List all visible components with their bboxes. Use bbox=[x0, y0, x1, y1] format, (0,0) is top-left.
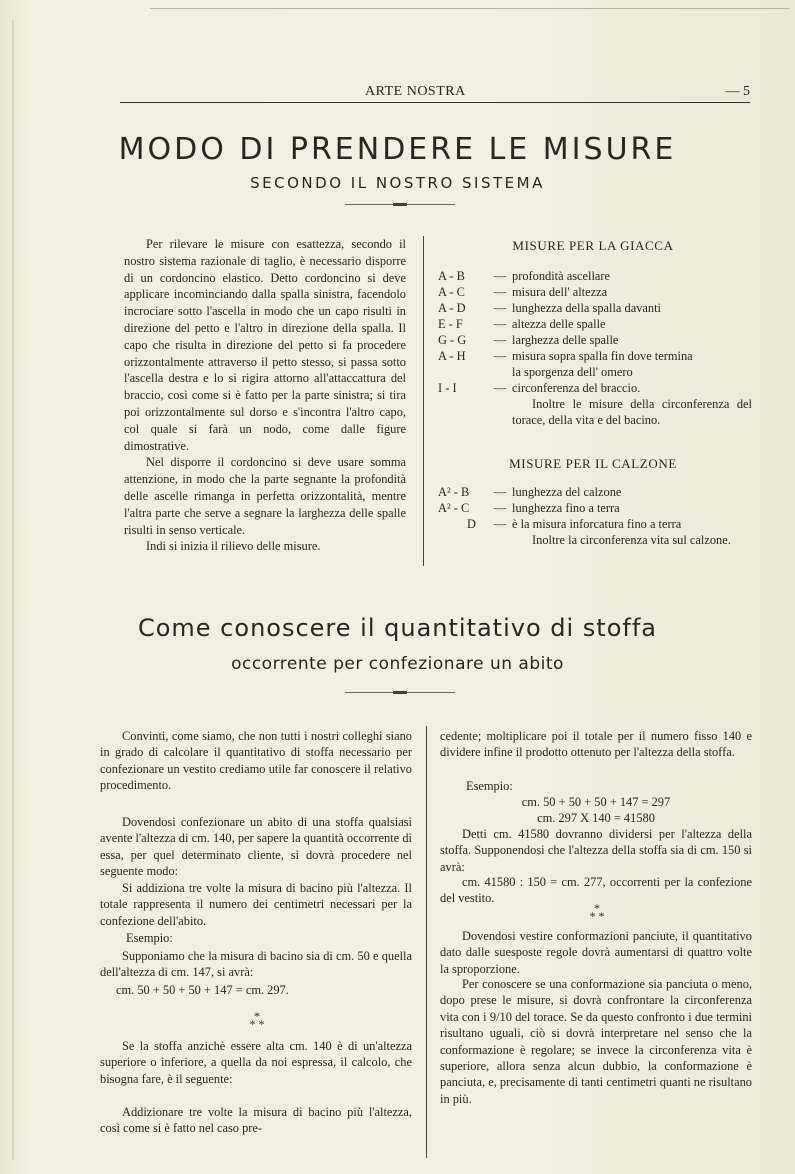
calzone-heading: MISURE PER IL CALZONE bbox=[509, 456, 677, 471]
measure-code: D bbox=[467, 517, 476, 531]
example-label: Esempio: bbox=[126, 931, 173, 945]
measure-dash: — bbox=[493, 269, 507, 283]
paragraph: Supponiamo che la misura di bacino sia di cm. 50 e quella dell'altezza di cm. 147, si avrà: bbox=[100, 949, 412, 980]
measure-instructions bbox=[124, 236, 406, 555]
asterism: * * * bbox=[589, 901, 605, 923]
left-para-1 bbox=[100, 728, 412, 794]
calzone-note: Inoltre la circonferenza vita sul calzone. bbox=[532, 533, 731, 547]
left-para-6 bbox=[100, 1104, 412, 1137]
left-para-2 bbox=[100, 814, 412, 880]
measure-dash: — bbox=[493, 301, 507, 315]
measure-desc: altezza delle spalle bbox=[512, 317, 606, 331]
paragraph: Addizionare tre volte la misura di bacino più l'altezza, così come si è fatto nel caso pre- bbox=[100, 1105, 412, 1136]
right-para-4 bbox=[440, 928, 752, 977]
measure-code: A - H bbox=[438, 349, 466, 363]
measure-code: A - D bbox=[438, 301, 466, 315]
section1-title: MODO DI PRENDERE LE MISURE bbox=[118, 132, 677, 167]
measure-code: I - I bbox=[438, 381, 457, 395]
measure-desc: larghezza delle spalle bbox=[512, 333, 619, 347]
paragraph: Dovendosi vestire conformazioni panciute, il quantitativo dato dalle suesposte regole dovrà aumentarsi di quattro volte la sproporzione. bbox=[440, 929, 752, 976]
measure-dash: — bbox=[493, 349, 507, 363]
measure-desc: lunghezza del calzone bbox=[512, 485, 622, 499]
right-para-2 bbox=[440, 826, 752, 875]
measure-code: A² - C bbox=[438, 501, 470, 515]
right-para-1: cedente; moltiplicare poi il totale per il numero fisso 140 e dividere infine il prodotto ottenuto per l'altezza della stoffa. bbox=[440, 729, 752, 760]
measure-desc: circonferenza del braccio. bbox=[512, 381, 641, 395]
section2-title: Come conoscere il quantitativo di stoffa bbox=[137, 614, 658, 642]
paragraph: Per rilevare le misure con esattezza, secondo il nostro sistema razionale di taglio, è necessario disporre di un cordoncino elastico. Detto cordoncino si deve applicare incominciando dalla spalla sinistra, facendolo incrociare sotto l'ascella in modo che un capo risulti in direzione del petto e l'altro in direzione della spalla. Il capo che risulta in direzione del petto si fa procedere orizzontalmente attraverso il petto stesso, si passa sotto l'ascella destra e lo si rigira attorno all'attaccattura del braccio, così come si è fatto per la parte sinistra; si tira poi orizzontalmente sul dorso e s'incontra l'altro capo, col quale si farà un nodo, come dalle figure dimostrative. bbox=[124, 237, 406, 453]
measure-dash: — bbox=[493, 485, 507, 499]
measure-dash: — bbox=[493, 285, 507, 299]
paragraph: Detti cm. 41580 dovranno dividersi per l'altezza della stoffa. Supponendosi che l'altezza della stoffa sia di cm. 150 si avrà: bbox=[440, 827, 752, 874]
paragraph: Indi si inizia il rilievo delle misure. bbox=[146, 539, 321, 554]
giacca-heading: MISURE PER LA GIACCA bbox=[512, 238, 674, 253]
calculation: cm. 297 X 140 = 41580 bbox=[537, 811, 655, 825]
measure-desc: profondità ascellare bbox=[512, 269, 611, 283]
page-number: — 5 bbox=[725, 84, 750, 99]
measure-dash: — bbox=[493, 317, 507, 331]
measure-desc: misura dell' altezza bbox=[512, 285, 608, 299]
running-title: ARTE NOSTRA bbox=[365, 84, 466, 99]
giacca-note: Inoltre le misure della circonferenza del torace, della vita e del bacino. bbox=[512, 397, 752, 427]
example-label: Esempio: bbox=[466, 779, 513, 793]
asterism: * * * bbox=[249, 1009, 265, 1031]
column-divider bbox=[426, 726, 427, 1158]
measure-desc: è la misura inforcatura fino a terra bbox=[512, 517, 682, 531]
measure-code: G - G bbox=[438, 333, 467, 347]
measure-desc: la sporgenza dell' omero bbox=[512, 365, 633, 379]
measure-code: E - F bbox=[438, 317, 463, 331]
paragraph: Si addiziona tre volte la misura di bacino più l'altezza. Il totale rappresenta il numero dei centimetri necessari per la confezione dell'abito. bbox=[100, 881, 412, 928]
paragraph: Convinti, come siamo, che non tutti i nostri colleghi siano in grado di calcolare il quantitativo di stoffa necessario per confezionare un vestito crediamo utile far conoscere il relativo procedimento. bbox=[100, 729, 412, 793]
calculation: cm. 50 + 50 + 50 + 147 = 297 bbox=[521, 795, 671, 809]
page-header bbox=[120, 84, 750, 104]
measure-code: A² - B bbox=[438, 485, 470, 499]
measure-desc: lunghezza fino a terra bbox=[512, 501, 620, 515]
measure-code: A - B bbox=[438, 269, 465, 283]
header-rule bbox=[120, 102, 750, 103]
section1-subtitle: SECONDO IL NOSTRO SISTEMA bbox=[250, 174, 545, 192]
paragraph: Dovendosi confezionare un abito di una stoffa qualsiasi avente l'altezza di cm. 140, per sapere la quantità occorrente di essa, per quel determinato cliente, si dovrà procedere nel seguente modo: bbox=[100, 815, 412, 879]
measure-desc: misura sopra spalla fin dove termina bbox=[512, 349, 693, 363]
paragraph: Nel disporre il cordoncino si deve usare somma attenzione, in modo che la parte segnante la profondità delle ascelle rimanga in perfetta orizzontalità, mentre l'altra parte che serve a segnare la larghezza delle spalle risulti in senso verticale. bbox=[124, 455, 406, 537]
measure-dash: — bbox=[493, 333, 507, 347]
paragraph: cm. 41580 : 150 = cm. 277, occorrenti per la confezione del vestito. bbox=[440, 875, 752, 906]
column-divider bbox=[423, 236, 424, 566]
measure-desc: lunghezza della spalla davanti bbox=[512, 301, 661, 315]
left-para-4 bbox=[100, 948, 412, 981]
paragraph: Per conoscere se una conformazione sia panciuta o meno, dopo prese le misure, si dovrà confrontare la circonferenza vita con i 9/10 del torace. Se da questo confronto i due termini risultano uguali, ciò si dovrà interpretare nel senso che la conformazione è regolare; se invece la circonferenza vita è superiore, allora senza alcun dubbio, la conformazione è panciuta, e, precisamente di tanti centimetri quanti ne risultano in più. bbox=[440, 977, 752, 1106]
section2-subtitle: occorrente per confezionare un abito bbox=[231, 654, 564, 674]
measure-code: A - C bbox=[438, 285, 465, 299]
top-border bbox=[150, 8, 790, 9]
measure-dash: — bbox=[493, 517, 507, 531]
calculation: cm. 50 + 50 + 50 + 147 = cm. 297. bbox=[116, 983, 289, 997]
right-para-5 bbox=[440, 976, 752, 1107]
measure-dash: — bbox=[493, 501, 507, 515]
paragraph: Se la stoffa anzichè essere alta cm. 140 è di un'altezza superiore o inferiore, a quella da noi espressa, il calcolo, che bisogna fare, è il seguente: bbox=[100, 1039, 412, 1086]
ornament-rule bbox=[345, 204, 455, 205]
measure-dash: — bbox=[493, 381, 507, 395]
left-para-5 bbox=[100, 1038, 412, 1087]
left-para-3 bbox=[100, 880, 412, 929]
ornament-rule bbox=[345, 692, 455, 693]
